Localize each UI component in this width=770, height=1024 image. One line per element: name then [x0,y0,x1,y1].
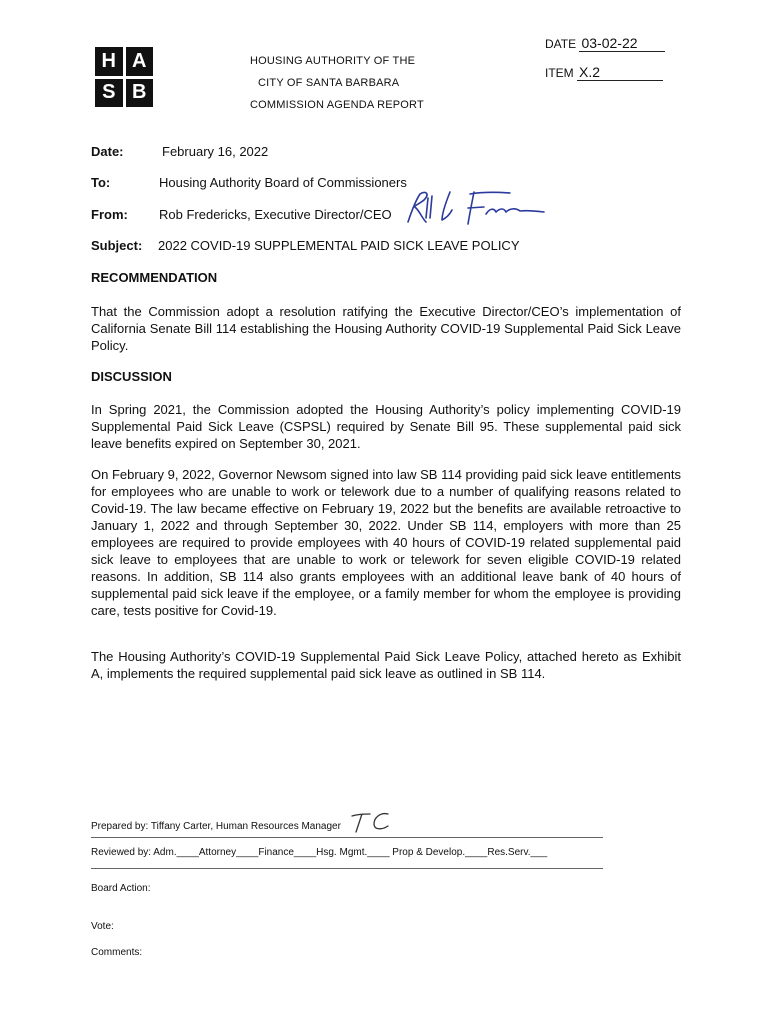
discussion-heading: DISCUSSION [91,369,172,384]
comments-label: Comments: [91,947,143,958]
discussion-paragraph-1: In Spring 2021, the Commission adopted the Housing Authority’s policy implementing COVID-19 Supplemental Paid Sick Leave (CSPSL) required by Senate Bill 95. These supplemental paid sick leave benefits expired on September 30, 2021. [91,402,681,451]
reviewed-by: Reviewed by: Adm.____Attorney____Finance____Hsg. Mgmt.____ Prop & Develop.____Res.Serv.___ [91,847,548,858]
preparer-initials [350,810,394,834]
logo-letter-b: B [126,79,154,108]
from-value: Rob Fredericks, Executive Director/CEO [159,207,392,222]
agenda-date-value: 03-02-22 [579,36,665,52]
recommendation-heading: RECOMMENDATION [91,270,218,285]
discussion-paragraph-3: The Housing Authority’s COVID-19 Supplemental Paid Sick Leave Policy, attached hereto as Exhibit A, implements the required supplemental paid sick leave as outlined in SB 114. [91,649,681,681]
from-label: From: [91,207,128,222]
logo-letter-s: S [95,79,123,108]
board-action-label: Board Action: [91,883,151,894]
subject-value: 2022 COVID-19 SUPPLEMENTAL PAID SICK LEAVE POLICY [158,238,520,253]
agenda-item [545,65,670,81]
logo-letter-h: H [95,47,123,76]
director-signature [398,188,548,228]
to-value: Housing Authority Board of Commissioners [159,175,407,190]
to-label: To: [91,175,111,190]
footer-divider-1 [91,837,603,838]
agency-line-3: COMMISSION AGENDA REPORT [250,99,424,111]
agency-line-2: CITY OF SANTA BARBARA [258,77,400,89]
date-value: February 16, 2022 [162,144,269,159]
prepared-by: Prepared by: Tiffany Carter, Human Resources Manager [91,821,341,832]
logo-letter-a: A [126,47,154,76]
agenda-date [545,36,670,52]
date-label: Date: [91,144,124,159]
agenda-item-value: X.2 [577,65,663,81]
agenda-date-label: DATE [545,37,577,51]
recommendation-text: That the Commission adopt a resolution ratifying the Executive Director/CEO’s implementation of California Senate Bill 114 establishing the Housing Authority COVID-19 Supplemental Paid Sick Leave Policy. [91,304,681,353]
hasb-logo [95,47,153,107]
vote-label: Vote: [91,921,114,932]
discussion-paragraph-2: On February 9, 2022, Governor Newsom signed into law SB 114 providing paid sick leave entitlements for employees who are unable to work or telework due to a number of qualifying reasons related to Covid-19. The law became effective on February 19, 2022 but the benefits are available retroactive to January 1, 2022 and through September 30, 2022. Under SB 114, employers with more than 25 employees are required to provide employees with 40 hours of COVID-19 related supplemental paid sick leave to employees that are unable to work or telework for seven eligible COVID-19 related reasons. In addition, SB 114 also grants employees with an additional leave bank of 40 hours of supplemental paid sick leave if the employee, or a family member for whom the employee is providing care, tests positive for Covid-19. [91,467,681,618]
agenda-item-label: ITEM [545,66,574,80]
subject-label: Subject: [91,238,143,253]
footer-divider-2 [91,868,603,869]
agency-line-1: HOUSING AUTHORITY OF THE [250,55,416,67]
